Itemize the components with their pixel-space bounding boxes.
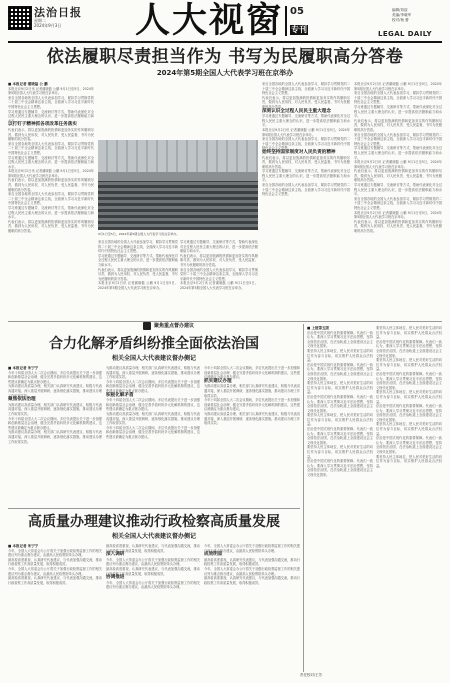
lead-headline: 依法履职尽责担当作为 书写为民履职高分答卷 xyxy=(46,47,404,67)
masthead-rule xyxy=(8,41,442,43)
lead-byline: ■ 本报记者 蒲晓磊 公 鹏 xyxy=(8,82,48,86)
section-divider xyxy=(8,321,442,322)
issue-number: 05 xyxy=(290,6,304,17)
second-column-3: 今年十四届全国人大二次会议期间，多位代表提出关于进一步加强和创新基层社会治理、健全完善矛盾纠纷多元化解机制的建议，这些建议被确定为重点督办建议。 抓实建议办理 为推动建议高质量办理，相关部门认真研究代表建议，积极与代表沟通对接，深入基层开展调研，逐条细化落实措施，推动建议办理工作取得实效。 今年十四届全国人大二次会议期间，多位代表提出关于进一步加强和创新基层社会治理、健全完善矛盾纠纷多元化解机制的建议，这些建议被确定为重点督办建议。 为推动建议高质量办理，相关部门认真研究代表建议，积极与代表沟通对接，深入基层开展调研，逐条细化落实措施，推动建议办理工作取得实效。 xyxy=(204,366,300,426)
third-column-1: ■ 本报记者 朱宁宁 今年，全国人大常委会办公厅将关于加强行政检察监督工作的相关建议列为重点督办建议，由最高人民检察院牵头办理。 最高检高度重视，认真研究代表建议，与代表加强沟通交流，推动行政检察工作高质量发展，取得积极成效。 今年，全国人大常委会办公厅将关于加强行政检察监督工作的相关建议列为重点督办建议，由最高人民检察院牵头办理。 最高检高度重视，认真研究代表建议，与代表加强沟通交流，推动行政检察工作高质量发展，取得积极成效。 xyxy=(8,544,102,585)
third-column-3: 今年，全国人大常委会办公厅将关于加强行政检察监督工作的相关建议列为重点督办建议，由最高人民检察院牵头办理。 成效明显 最高检高度重视，认真研究代表建议，与代表加强沟通交流，推动行政检察工作高质量发展，取得积极成效。 今年，全国人大常委会办公厅将关于加强行政检察监督工作的相关建议列为重点督办建议，由最高人民检察院牵头办理。 最高检高度重视，认真研究代表建议，与代表加强沟通交流，推动行政检察工作高质量发展，取得积极成效。 xyxy=(204,544,300,585)
second-column-2: 为推动建议高质量办理，相关部门认真研究代表建议，积极与代表沟通对接，深入基层开展调研，逐条细化落实措施，推动建议办理工作取得实效。 今年十四届全国人大二次会议期间，多位代表提出关于进一步加强和创新基层社会治理、健全完善矛盾纠纷多元化解机制的建议，这些建议被确定为重点督办建议。 积极化解矛盾 今年十四届全国人大二次会议期间，多位代表提出关于进一步加强和创新基层社会治理、健全完善矛盾纠纷多元化解机制的建议，这些建议被确定为重点督办建议。 为推动建议高质量办理，相关部门认真研究代表建议，积极与代表沟通对接，深入基层开展调研，逐条细化落实措施，推动建议办理工作取得实效。 今年十四届全国人大二次会议期间，多位代表提出关于进一步加强和创新基层社会治理、健全完善矛盾纠纷多元化解机制的建议，这些建议被确定为重点督办建议。 xyxy=(106,366,200,439)
lead-subhead-3: 始终坚持国家制度对人民负责的精神 xyxy=(262,149,336,155)
third-subhead-1: 深入调研 xyxy=(106,552,125,558)
second-subhead-1: 聚焦依法治理 xyxy=(8,397,36,403)
lead-column-mid2: 学习班通过专题辅导、交流研讨等方式，帮助代表深化对全过程人民民主重大理念的认识，进一步提高依法履职能力和水平。 代表们表示，将以更加饱满的热情和更加务实的作风履职尽责，做到为人民用权、对人民负责、受人民监督，书写为民履职的高分答卷。 来自全国各地的全国人大代表参加学习，紧扣学习贯彻党的二十届三中全会精神这条主线，全面深入学习习近平新时代中国特色社会主义思想。 本报北京9月2日讯 记者蒲晓磊 公鹏 9月1日至5日，2024年第5期全国人大代表学习班在京举办。 xyxy=(180,240,258,290)
third-divider xyxy=(8,508,300,509)
third-subhead-3: 成效明显 xyxy=(204,552,223,558)
lead-subheadline: 2024年第5期全国人大代表学习班在京举办 xyxy=(156,69,294,77)
page-footer: 责任校对/王芳 xyxy=(300,673,323,677)
brand-name: 法治日报 xyxy=(34,6,82,19)
legal-daily-label: LEGAL DAILY xyxy=(378,30,432,38)
second-subheadline: 相关全国人大代表建议督办侧记 xyxy=(111,355,196,362)
second-headline: 合力化解矛盾纠纷推全面依法治国 xyxy=(49,336,259,352)
lead-subhead-1: 以打钉子精神抓各项改革任务落实 xyxy=(8,122,77,128)
qr-code xyxy=(8,6,32,30)
third-headline: 高质量办理建议推动行政检察高质量发展 xyxy=(28,514,280,530)
right-column-2: 要坚持人民主体地位，把人民对美好生活的向往作为奋斗目标，切实维护人民群众合法权益。 法治是中国式现代化的重要保障。代表们一致认为，要深入学习贯彻习近平法治思想，坚持全面依法治国，在法治轨道上全面建设社会主义现代化国家。 要坚持人民主体地位，把人民对美好生活的向往作为奋斗目标，切实维护人民群众合法权益。 法治是中国式现代化的重要保障。代表们一致认为，要深入学习贯彻习近平法治思想，坚持全面依法治国，在法治轨道上全面建设社会主义现代化国家。 要坚持人民主体地位，把人民对美好生活的向往作为奋斗目标，切实维护人民群众合法权益。 法治是中国式现代化的重要保障。代表们一致认为，要深入学习贯彻习近平法治思想，坚持全面依法治国，在法治轨道上全面建设社会主义现代化国家。 要坚持人民主体地位，把人民对美好生活的向往作为奋斗目标，切实维护人民群众合法权益。 法治是中国式现代化的重要保障。代表们一致认为，要深入学习贯彻习近平法治思想，坚持全面依法治国，在法治轨道上全面建设社会主义现代化国家。 要坚持人民主体地位，把人民对美好生活的向往作为奋斗目标，切实维护人民群众合法权益。 xyxy=(376,326,442,468)
right-byline: ■ 上接第五版 xyxy=(307,326,330,330)
second-subhead-2: 积极化解矛盾 xyxy=(106,392,134,398)
lead-column-mid: 来自全国各地的全国人大代表参加学习，紧扣学习贯彻党的二十届三中全会精神这条主线，全面深入学习习近平新时代中国特色社会主义思想。 学习班通过专题辅导、交流研讨等方式，帮助代表深化对全过程人民民主重大理念的认识，进一步提高依法履职能力和水平。 代表们表示，将以更加饱满的热情和更加务实的作风履职尽责，做到为人民用权、对人民负责、受人民监督，书写为民履职的高分答卷。 本报北京9月2日讯 记者蒲晓磊 公鹏 9月1日至5日，2024年第5期全国人大代表学习班在京举办。 xyxy=(98,240,178,290)
brand-date: 星期二 2024年9月3日 xyxy=(34,18,62,28)
editor-credits: 编辑/刘蓓 美编/李晓军 校对/杨 蕾 xyxy=(392,8,412,22)
right-column-1: ■ 上接第五版 法治是中国式现代化的重要保障。代表们一致认为，要深入学习贯彻习近平法治思想，坚持全面依法治国，在法治轨道上全面建设社会主义现代化国家。 要坚持人民主体地位，把人民对美好生活的向往作为奋斗目标，切实维护人民群众合法权益。 法治是中国式现代化的重要保障。代表们一致认为，要深入学习贯彻习近平法治思想，坚持全面依法治国，在法治轨道上全面建设社会主义现代化国家。 要坚持人民主体地位，把人民对美好生活的向往作为奋斗目标，切实维护人民群众合法权益。 法治是中国式现代化的重要保障。代表们一致认为，要深入学习贯彻习近平法治思想，坚持全面依法治国，在法治轨道上全面建设社会主义现代化国家。 要坚持人民主体地位，把人民对美好生活的向往作为奋斗目标，切实维护人民群众合法权益。 法治是中国式现代化的重要保障。代表们一致认为，要深入学习贯彻习近平法治思想，坚持全面依法治国，在法治轨道上全面建设社会主义现代化国家。 要坚持人民主体地位，把人民对美好生活的向往作为奋斗目标，切实维护人民群众合法权益。 法治是中国式现代化的重要保障。代表们一致认为，要深入学习贯彻习近平法治思想，坚持全面依法治国，在法治轨道上全面建设社会主义现代化国家。 xyxy=(307,326,373,477)
third-column-2: 最高检高度重视，认真研究代表建议，与代表加强沟通交流，推动行政检察工作高质量发展，取得积极成效。 深入调研 今年，全国人大常委会办公厅将关于加强行政检察监督工作的相关建议列为重点督办建议，由最高人民检察院牵头办理。 最高检高度重视，认真研究代表建议，与代表加强沟通交流，推动行政检察工作高质量发展，取得积极成效。 协调推进 今年，全国人大常委会办公厅将关于加强行政检察监督工作的相关建议列为重点督办建议，由最高人民检察院牵头办理。 xyxy=(106,544,200,590)
lead-column-right: 来自全国各地的全国人大代表参加学习，紧扣学习贯彻党的二十届三中全会精神这条主线，全面深入学习习近平新时代中国特色社会主义思想。 代表们表示，将以更加饱满的热情和更加务实的作风履职尽责，做到为人民用权、对人民负责、受人民监督，书写为民履职的高分答卷。 深刻认识全过程人民民主重大理念 学习班通过专题辅导、交流研讨等方式，帮助代表深化对全过程人民民主重大理念的认识，进一步提高依法履职能力和水平。 本报北京9月2日讯 记者蒲晓磊 公鹏 9月1日至5日，2024年第5期全国人大代表学习班在京举办。 来自全国各地的全国人大代表参加学习，紧扣学习贯彻党的二十届三中全会精神这条主线，全面深入学习习近平新时代中国特色社会主义思想。 始终坚持国家制度对人民负责的精神 代表们表示，将以更加饱满的热情和更加务实的作风履职尽责，做到为人民用权、对人民负责、受人民监督，书写为民履职的高分答卷。 学习班通过专题辅导、交流研讨等方式，帮助代表深化对全过程人民民主重大理念的认识，进一步提高依法履职能力和水平。 来自全国各地的全国人大代表参加学习，紧扣学习贯彻党的二十届三中全会精神这条主线，全面深入学习习近平新时代中国特色社会主义思想。 xyxy=(262,82,350,197)
banner-icon xyxy=(143,322,151,330)
lead-column-far-right: 本报北京9月2日讯 记者蒲晓磊 公鹏 9月1日至5日，2024年第5期全国人大代表学习班在京举办。 来自全国各地的全国人大代表参加学习，紧扣学习贯彻党的二十届三中全会精神这条主线，全面深入学习习近平新时代中国特色社会主义思想。 学习班通过专题辅导、交流研讨等方式，帮助代表深化对全过程人民民主重大理念的认识，进一步提高依法履职能力和水平。 代表们表示，将以更加饱满的热情和更加务实的作风履职尽责，做到为人民用权、对人民负责、受人民监督，书写为民履职的高分答卷。 来自全国各地的全国人大代表参加学习，紧扣学习贯彻党的二十届三中全会精神这条主线，全面深入学习习近平新时代中国特色社会主义思想。 学习班通过专题辅导、交流研讨等方式，帮助代表深化对全过程人民民主重大理念的认识，进一步提高依法履职能力和水平。 本报北京9月2日讯 记者蒲晓磊 公鹏 9月1日至5日，2024年第5期全国人大代表学习班在京举办。 代表们表示，将以更加饱满的热情和更加务实的作风履职尽责，做到为人民用权、对人民负责、受人民监督，书写为民履职的高分答卷。 学习班通过专题辅导、交流研讨等方式，帮助代表深化对全过程人民民主重大理念的认识，进一步提高依法履职能力和水平。 来自全国各地的全国人大代表参加学习，紧扣学习贯彻党的二十届三中全会精神这条主线，全面深入学习习近平新时代中国特色社会主义思想。 本报北京9月2日讯 记者蒲晓磊 公鹏 9月1日至5日，2024年第5期全国人大代表学习班在京举办。 代表们表示，将以更加饱满的热情和更加务实的作风履职尽责，做到为人民用权、对人民负责、受人民监督，书写为民履职的高分答卷。 xyxy=(354,82,442,233)
issue-box xyxy=(285,6,313,36)
issue-tag: 专刊 xyxy=(291,25,307,34)
lead-column-left: ■ 本报记者 蒲晓磊 公 鹏 本报北京9月2日讯 记者蒲晓磊 公鹏 9月1日至5日，2024年第5期全国人大代表学习班在京举办。 来自全国各地的全国人大代表参加学习，紧扣学习贯彻党的二十届三中全会精神这条主线，全面深入学习习近平新时代中国特色社会主义思想。 学习班通过专题辅导、交流研讨等方式，帮助代表深化对全过程人民民主重大理念的认识，进一步提高依法履职能力和水平。 以打钉子精神抓各项改革任务落实 代表们表示，将以更加饱满的热情和更加务实的作风履职尽责，做到为人民用权、对人民负责、受人民监督，书写为民履职的高分答卷。 来自全国各地的全国人大代表参加学习，紧扣学习贯彻党的二十届三中全会精神这条主线，全面深入学习习近平新时代中国特色社会主义思想。 学习班通过专题辅导、交流研讨等方式，帮助代表深化对全过程人民民主重大理念的认识，进一步提高依法履职能力和水平。 本报北京9月2日讯 记者蒲晓磊 公鹏 9月1日至5日，2024年第5期全国人大代表学习班在京举办。 代表们表示，将以更加饱满的热情和更加务实的作风履职尽责，做到为人民用权、对人民负责、受人民监督，书写为民履职的高分答卷。 来自全国各地的全国人大代表参加学习，紧扣学习贯彻党的二十届三中全会精神这条主线，全面深入学习习近平新时代中国特色社会主义思想。 学习班通过专题辅导、交流研讨等方式，帮助代表深化对全过程人民民主重大理念的认识，进一步提高依法履职能力和水平。 代表们表示，将以更加饱满的热情和更加务实的作风履职尽责，做到为人民用权、对人民负责、受人民监督，书写为民履职的高分答卷。 xyxy=(8,82,94,233)
third-subhead-2: 协调推进 xyxy=(106,575,125,581)
section-banner: 聚焦重点督办建议 xyxy=(154,323,195,329)
lead-subhead-2: 深刻认识全过程人民民主重大理念 xyxy=(262,108,331,114)
third-subheadline: 相关全国人大代表建议督办侧记 xyxy=(111,533,196,540)
masthead-title: 人大视窗 xyxy=(135,1,284,41)
second-column-1: ■ 本报记者 朱宁宁 今年十四届全国人大二次会议期间，多位代表提出关于进一步加强和创新基层社会治理、健全完善矛盾纠纷多元化解机制的建议，这些建议被确定为重点督办建议。 为推动建议高质量办理，相关部门认真研究代表建议，积极与代表沟通对接，深入基层开展调研，逐条细化落实措施，推动建议办理工作取得实效。 聚焦依法治理 为推动建议高质量办理，相关部门认真研究代表建议，积极与代表沟通对接，深入基层开展调研，逐条细化落实措施，推动建议办理工作取得实效。 今年十四届全国人大二次会议期间，多位代表提出关于进一步加强和创新基层社会治理、健全完善矛盾纠纷多元化解机制的建议，这些建议被确定为重点督办建议。 为推动建议高质量办理，相关部门认真研究代表建议，积极与代表沟通对接，深入基层开展调研，逐条细化落实措施，推动建议办理工作取得实效。 xyxy=(8,366,102,444)
lead-photo xyxy=(98,140,258,230)
lead-photo-caption: 9月1日至5日，2024年第5期全国人大代表学习班在京举办。 xyxy=(98,232,180,236)
right-column-rule xyxy=(303,324,304,672)
third-byline: ■ 本报记者 朱宁宁 xyxy=(8,544,39,548)
second-subhead-3: 抓实建议办理 xyxy=(204,378,232,384)
second-byline: ■ 本报记者 朱宁宁 xyxy=(8,366,39,370)
